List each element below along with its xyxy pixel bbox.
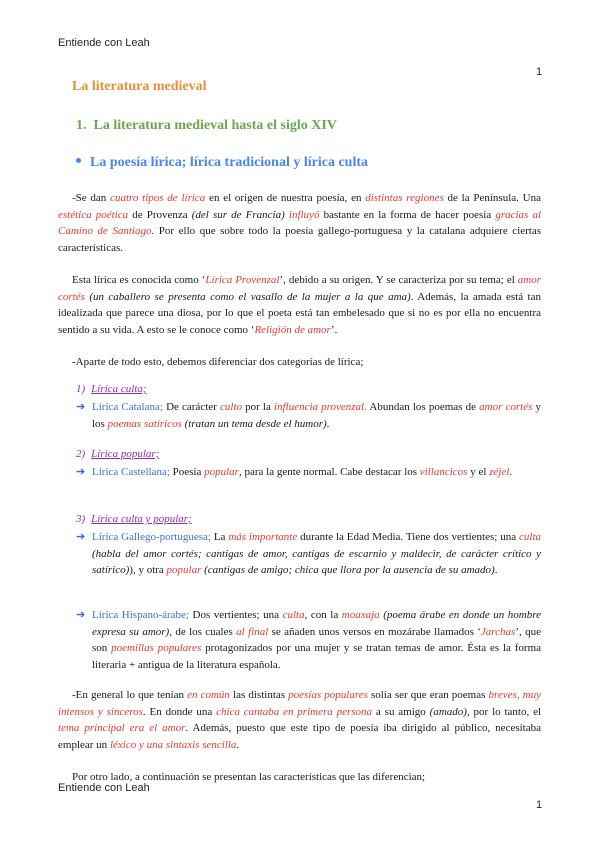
subsection-heading — [76, 155, 368, 171]
footer-text: Entiende con Leah — [58, 782, 150, 794]
paragraph-intro: -Se dan cuatro tipos de lírica en el origen de nuestra poesía, en distintas regiones de la Península. Una estética poética de Provenza (del sur de Francia) influyó bastante en la forma de hacer poesía gracias al Camino de Santiago. Por ello que sobre todo la poesía gallego-portuguesa y la catalana adquiere ciertas características. — [58, 192, 542, 254]
paragraph-provenzal: Esta lírica es conocida como ‘Lírica Provenzal’, debido a su origen. Y se caracteriza por su tema; el amor cortés (un caballero se presenta como el vasallo de la mujer a la que ama). Además, la amada está tan idealizada que parece una diosa, por lo que el poeta está tan embelesado que si no es por ella no encuentra sentido a su vida. A esto se le conoce como ‘Religión de amor’. — [58, 274, 541, 336]
footer-page-number: 1 — [536, 799, 543, 811]
page-number: 1 — [536, 66, 543, 78]
arrow-right-icon: ➔ — [76, 531, 86, 543]
subsection-label: La poesía lírica; lírica tradicional y lírica culta — [90, 155, 369, 170]
header-text: Entiende con Leah — [58, 37, 150, 49]
arrow-right-icon: ➔ — [76, 466, 86, 478]
list-number: 2) Lírica popular; — [76, 448, 160, 460]
bullet-icon — [76, 158, 81, 163]
section-number: 1. — [76, 118, 87, 133]
section-label: La literatura medieval hasta el siglo XIV — [93, 118, 337, 133]
paragraph-popular: -En general lo que tenían en común las distintas poesías populares solía ser que eran poemas breves, muy intensos y sinceros. En donde una chica cantaba en primera persona a su amigo (amado), por lo tanto, el tema principal era el amor. Además, puesto que este tipo de poesía iba dirigido al público, necesitaba emplear un léxico y una sintaxis sencilla. — [58, 689, 542, 751]
list-item: ➔ Lírica Catalana; De carácter culto por la influencia provenzal. Abundan los poemas de amor cortés y los poemas satíricos (tratan un tema desde el humor). — [76, 401, 542, 430]
paragraph-closing: Por otro lado, a continuación se presentan las características que las diferencian; — [72, 771, 426, 783]
section-heading — [76, 118, 337, 134]
arrow-right-icon: ➔ — [76, 401, 86, 413]
list-item: ➔ Lírica Gallego-portuguesa; La más importante durante la Edad Media. Tiene dos vertientes; una culta (habla del amor cortés; cantigas de amor, cantigas de escarnio y maldecir, de carácter crítico y satírico)), y otra popular (cantigas de amigo; chica que llora por la ausencia de su amado). — [76, 531, 541, 577]
arrow-right-icon: ➔ — [76, 609, 86, 621]
paragraph-categories: -Aparte de todo esto, debemos diferenciar dos categorías de lírica; — [72, 356, 364, 368]
list-item: ➔ Lírica Hispano-árabe; Dos vertientes; una culta, con la moaxaja (poema árabe en donde un hombre expresa su amor), de los cuales al final se añaden unos versos en mozárabe llamados ‘Jarchas’, que son poemillas populares protagonizados por una mujer y se tratan temas de amor. Ésta es la forma literaria + antigua de la literatura española. — [76, 609, 542, 671]
list-number: 1) Lírica culta; — [76, 383, 147, 395]
page-title: La literatura medieval — [72, 79, 207, 94]
list-number: 3) Lírica culta y popular; — [76, 513, 192, 525]
list-item: ➔ Lírica Castellana; Poesía popular, para la gente normal. Cabe destacar los villancicos y el zéjel. — [76, 464, 541, 481]
